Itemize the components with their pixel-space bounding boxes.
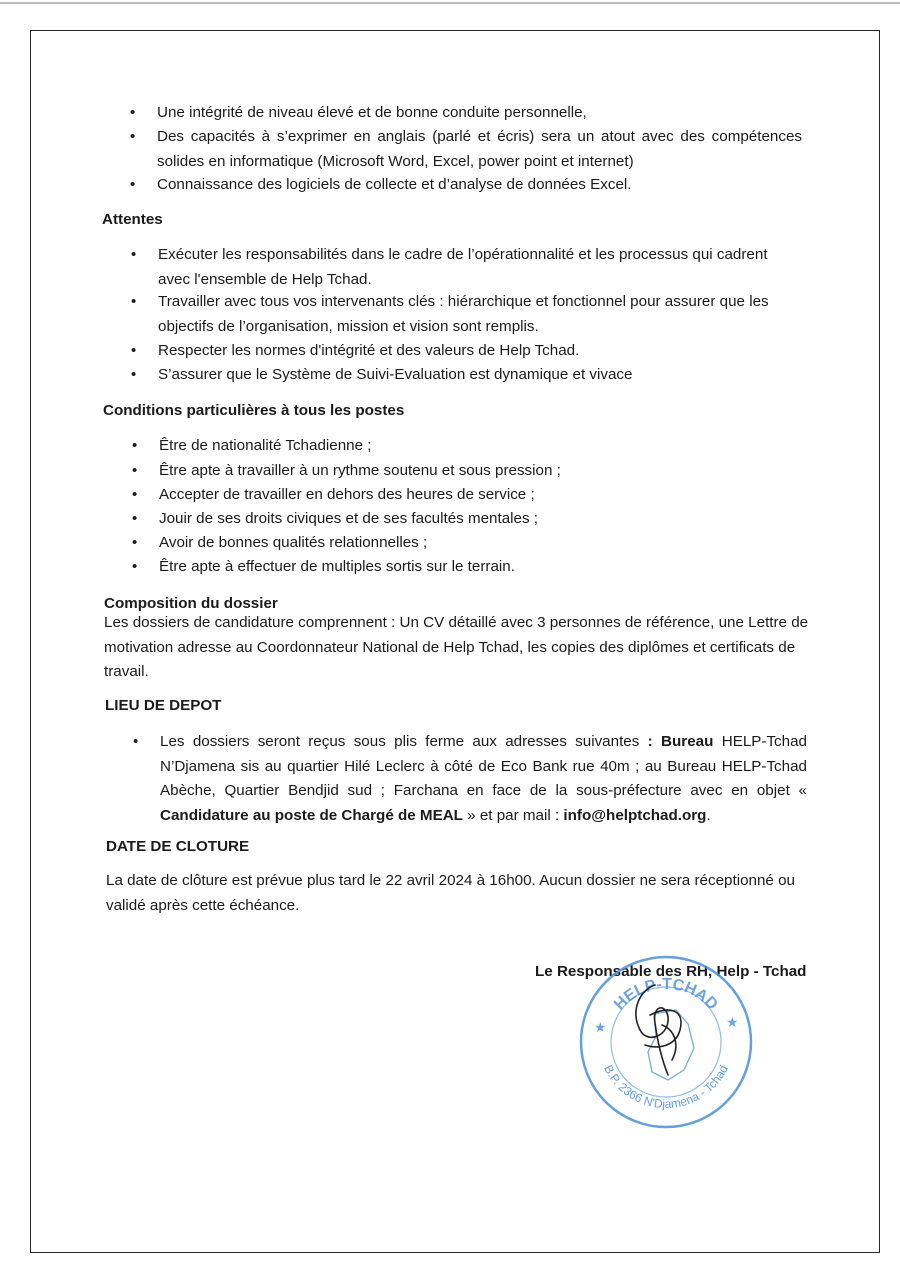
list-item: • Connaissance des logiciels de collecte et d’analyse de données Excel. [157,173,817,198]
page-top-edge [0,2,900,4]
stamp-star-left: ★ [594,1019,607,1035]
list-item: • Travailler avec tous vos intervenants clés : hiérarchique et fonctionnel pour assurer que les objectifs de l’organisation, mission et vision sont remplis. [158,290,798,339]
list-item: • Respecter les normes d'intégrité et des valeurs de Help Tchad. [158,339,798,364]
stamp-top-text: HELP-TCHAD [611,975,721,1014]
handwritten-signature [600,975,720,1085]
stamp-bottom-text: B.P. 2366 N'Djamena - Tchad [601,1062,731,1112]
lieu-bold-bureau: : Bureau [647,733,714,750]
section-heading-attentes: Attentes [102,211,163,228]
section-heading-cloture: DATE DE CLOTURE [106,838,250,855]
lieu-text-part: Les dossiers seront reçus sous plis ferme aux adresses suivantes [160,733,648,750]
list-item: • Des capacités à s’exprimer en anglais (parlé et écris) sera un atout avec des compétences solides en informatique (Microsoft Word, Excel, power point et internet) [157,125,802,174]
signatory-title: Le Responsable des RH, Help - Tchad [535,963,807,980]
stamp-star-right: ★ [726,1014,739,1030]
section-heading-conditions: Conditions particulières à tous les postes [103,402,405,419]
section-heading-lieu: LIEU DE DEPOT [105,697,222,714]
contact-email: info@helptchad.org [563,806,707,824]
lieu-text-part: HELP-Tchad N’Djamena sis au quartier Hilé Leclerc à côté de Eco Bank rue 40m ; au Bureau HELP-Tchad Abèche, Quartier Bendjid sud ; Farchana en face de la sous-préfecture avec en objet « [160,733,807,799]
list-item: • S’assurer que le Système de Suivi-Evaluation est dynamique et vivace [158,363,798,388]
list-item: • Être apte à travailler à un rythme soutenu et sous pression ; [159,459,799,484]
list-item: • Avoir de bonnes qualités relationnelles ; [159,531,799,556]
composition-text: Les dossiers de candidature comprennent : Un CV détaillé avec 3 personnes de référence, une Lettre de motivation adresse au Coordonnateur National de Help Tchad, les copies des diplômes et certificats de travail. [104,614,809,680]
section-heading-composition: Composition du dossier [104,595,278,612]
lieu-text-part: » et par mail : [462,806,564,824]
lieu-text-part: . [706,806,711,824]
list-item: • Être apte à effectuer de multiples sortis sur le terrain. [159,555,799,580]
cloture-text: La date de clôture est prévue plus tard le 22 avril 2024 à 16h00. Aucun dossier ne sera réceptionné ou validé après cette échéance. [106,872,795,914]
lieu-bold-objet: Candidature au poste de Chargé de MEAL [160,806,463,824]
list-item: • Une intégrité de niveau élevé et de bonne conduite personnelle, [157,101,817,126]
list-item: • Être de nationalité Tchadienne ; [159,434,799,459]
list-item [160,730,807,828]
list-item: • Exécuter les responsabilités dans le cadre de l’opérationnalité et les processus qui cadrent avec l'ensemble de Help Tchad. [158,243,788,292]
list-item: • Jouir de ses droits civiques et de ses facultés mentales ; [159,507,799,532]
list-item: • Accepter de travailler en dehors des heures de service ; [159,483,799,508]
